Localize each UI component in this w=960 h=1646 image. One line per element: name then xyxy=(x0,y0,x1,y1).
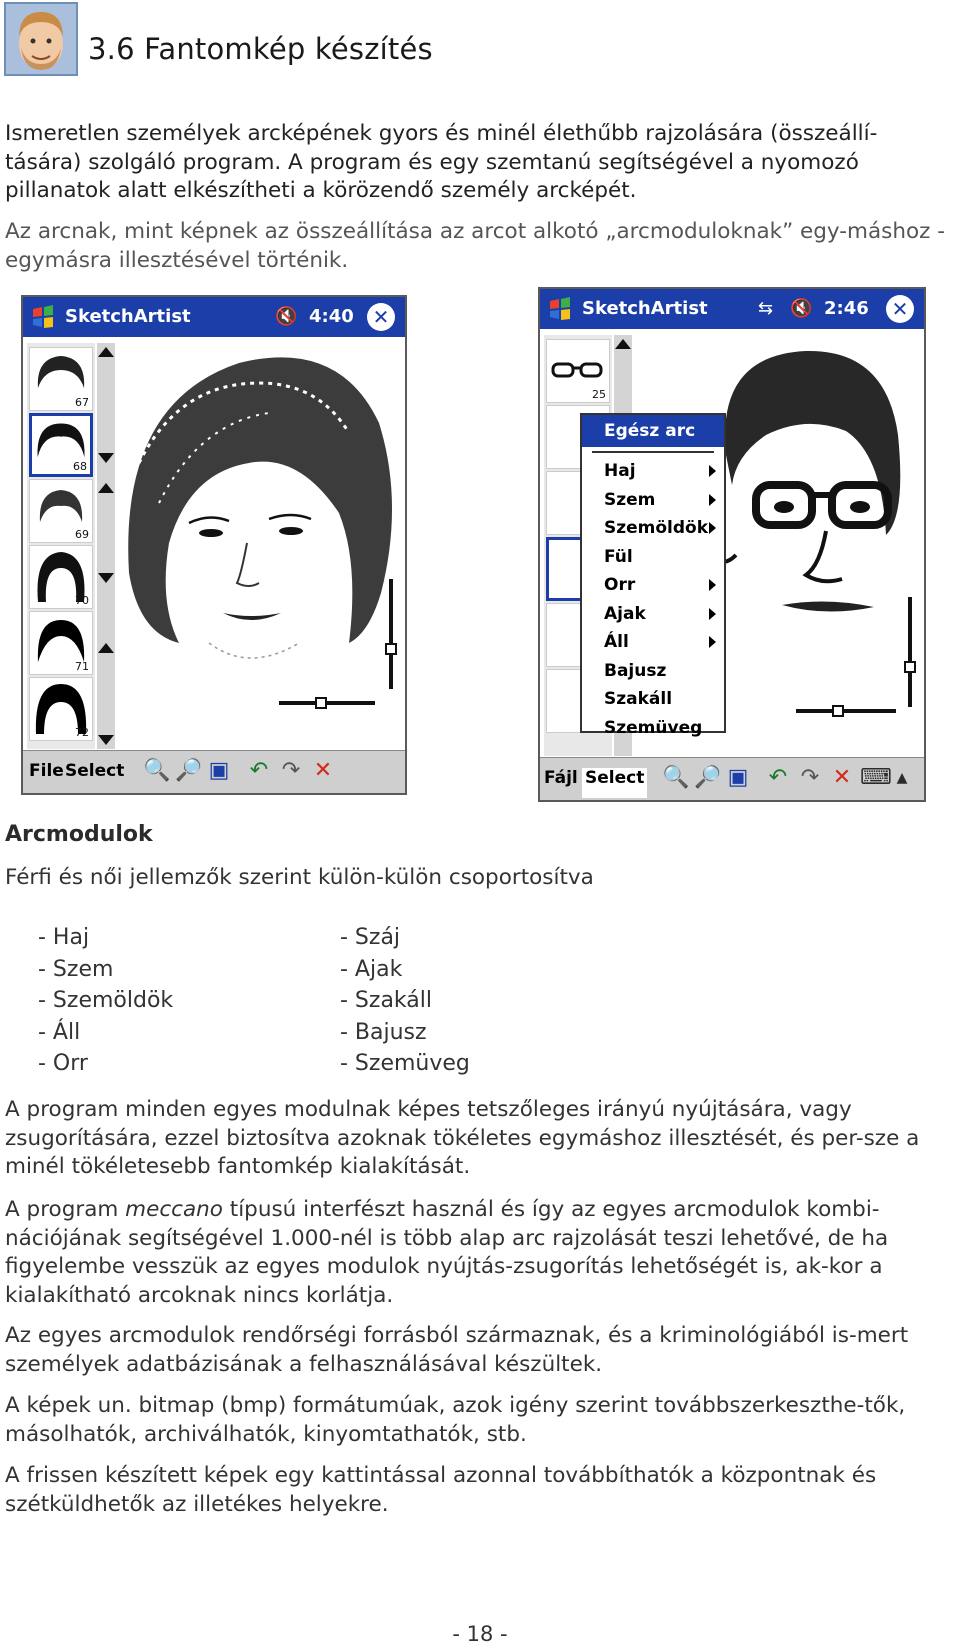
input-panel-arrow-icon[interactable]: ▲ xyxy=(896,770,908,786)
menu-item-all[interactable]: Áll xyxy=(582,632,724,661)
keyboard-icon[interactable]: ⌨ xyxy=(860,765,892,790)
text-run: A program xyxy=(5,1197,126,1222)
menu-select-active[interactable]: Select xyxy=(582,768,647,798)
horizontal-stretch-slider[interactable] xyxy=(796,709,896,713)
scroll-up-icon[interactable] xyxy=(615,339,631,349)
zoom-in-icon[interactable]: 🔍 xyxy=(662,765,690,790)
list-item: - Szemöldök xyxy=(38,988,174,1013)
list-item: - Ajak xyxy=(340,956,403,982)
avatar-icon xyxy=(4,2,78,76)
page-number: - 18 - xyxy=(452,1622,508,1646)
scroll-up-icon[interactable] xyxy=(98,643,114,653)
undo-icon[interactable]: ↶ xyxy=(249,758,269,783)
list-item: - Áll xyxy=(38,1019,81,1045)
thumbnail-item[interactable]: 71 xyxy=(29,611,93,675)
vertical-stretch-slider[interactable] xyxy=(908,597,912,707)
body-paragraph-source: Az egyes arcmodulok rendőrségi forrásból származnak, és a kriminológiából is-mert személyek adatbázisának a felhasználásával készültek. xyxy=(5,1323,909,1377)
close-icon[interactable]: ✕ xyxy=(886,295,914,323)
menu-item-haj[interactable]: Haj xyxy=(582,461,724,490)
app-name: SketchArtist xyxy=(582,298,708,319)
list-item: - Szem xyxy=(38,956,114,982)
scroll-up-icon[interactable] xyxy=(98,483,114,493)
menu-item-ful[interactable]: Fül xyxy=(604,546,633,567)
screenshot-sketchartist-right xyxy=(538,287,926,802)
menu-item-bajusz[interactable]: Bajusz xyxy=(604,660,667,681)
thumbnail-item[interactable]: 72 xyxy=(29,677,93,741)
list-item: - Bajusz xyxy=(340,1019,427,1045)
list-item: - Haj xyxy=(38,925,90,950)
page-title: 3.6 Fantomkép készítés xyxy=(88,32,433,66)
fit-view-icon[interactable]: ▣ xyxy=(208,758,230,783)
menu-item-szakall[interactable]: Szakáll xyxy=(604,689,673,709)
thumbnail-item[interactable]: 25 xyxy=(546,339,610,403)
context-menu-title: Egész arc xyxy=(582,415,724,447)
clock: 4:40 xyxy=(309,306,354,327)
module-list-left xyxy=(38,922,173,1080)
body-paragraph-send: A frissen készített képek egy kattintással azonnal továbbíthatók a központnak és szétküldhetők az illetékes helyekre. xyxy=(5,1463,877,1517)
section-title: Arcmodulok xyxy=(5,822,153,847)
connectivity-icon: ⇆ xyxy=(758,298,774,319)
menu-item-szemuveg[interactable]: Szemüveg xyxy=(604,717,703,738)
menu-item-orr[interactable]: Orr xyxy=(582,575,724,604)
delete-icon[interactable]: ✕ xyxy=(832,765,852,790)
windows-logo-icon xyxy=(29,303,57,331)
vertical-slider-knob[interactable] xyxy=(904,661,916,673)
bottom-toolbar xyxy=(540,757,924,800)
redo-icon[interactable]: ↷ xyxy=(800,765,820,790)
horizontal-stretch-slider[interactable] xyxy=(279,701,375,705)
body-paragraph-meccano xyxy=(5,1196,950,1310)
page-header xyxy=(4,2,904,80)
context-menu xyxy=(580,413,726,738)
zoom-out-icon[interactable]: 🔎 xyxy=(694,765,722,790)
submenu-arrow-icon xyxy=(709,636,716,648)
intro-paragraph-1: Ismeretlen személyek arcképének gyors és minél élethűbb rajzolására (összeállí-tására) szolgáló program. A program és egy szemtanú segítségével a nyomozó pillanatok alatt elkészítheti a körözendő személy arcképét. xyxy=(5,121,878,203)
scroll-down-icon[interactable] xyxy=(98,735,114,745)
submenu-arrow-icon xyxy=(709,465,716,477)
redo-icon[interactable]: ↷ xyxy=(281,758,301,783)
vertical-stretch-slider[interactable] xyxy=(389,579,393,689)
body-paragraph-stretch: A program minden egyes modulnak képes tetszőleges irányú nyújtására, vagy zsugorítására, ezzel biztosítva azoknak tökéletes egymáshoz illesztését, és per-sze a minél tökéletesebb fantomkép kialakítását. xyxy=(5,1097,920,1179)
horizontal-slider-knob[interactable] xyxy=(832,705,844,717)
scroll-up-icon[interactable] xyxy=(98,347,114,357)
thumbnail-item-selected[interactable]: 68 xyxy=(29,413,93,477)
thumbnail-item[interactable]: 70 xyxy=(29,545,93,609)
delete-icon[interactable]: ✕ xyxy=(313,758,333,783)
intro-paragraph-2: Az arcnak, mint képnek az összeállítása az arcot alkotó „arcmoduloknak” egy-máshoz - egymásra illesztésével történik. xyxy=(5,219,946,273)
title-bar xyxy=(540,289,924,329)
list-item: - Szemüveg xyxy=(340,1051,470,1076)
speaker-muted-icon: 🔇 xyxy=(790,298,813,319)
submenu-arrow-icon xyxy=(709,522,716,534)
menu-item-szem[interactable]: Szem xyxy=(582,490,724,519)
menu-file[interactable]: File xyxy=(29,761,64,781)
menu-divider xyxy=(592,451,714,453)
module-list-right xyxy=(340,922,470,1080)
menu-file[interactable]: Fájl xyxy=(544,768,578,788)
bottom-toolbar xyxy=(23,750,405,793)
menu-item-szemoldok[interactable]: Szemöldök xyxy=(582,518,724,547)
submenu-arrow-icon xyxy=(709,608,716,620)
scroll-down-icon[interactable] xyxy=(98,573,114,583)
thumbnail-item[interactable]: 67 xyxy=(29,347,93,411)
sketch-canvas-female-face[interactable] xyxy=(119,343,401,749)
list-item: - Szakáll xyxy=(340,988,432,1013)
fit-view-icon[interactable]: ▣ xyxy=(727,765,749,790)
list-item: - Száj xyxy=(340,925,401,950)
list-item: - Orr xyxy=(38,1051,88,1076)
modules-subtitle: Férfi és női jellemzők szerint külön-külön csoportosítva xyxy=(5,865,594,890)
windows-logo-icon xyxy=(546,295,574,323)
close-icon[interactable]: ✕ xyxy=(367,303,395,331)
zoom-out-icon[interactable]: 🔎 xyxy=(175,758,203,783)
vertical-slider-knob[interactable] xyxy=(385,643,397,655)
undo-icon[interactable]: ↶ xyxy=(768,765,788,790)
clock: 2:46 xyxy=(824,298,869,319)
hair-thumbnail-list xyxy=(27,343,95,749)
zoom-in-icon[interactable]: 🔍 xyxy=(143,758,171,783)
submenu-arrow-icon xyxy=(709,579,716,591)
horizontal-slider-knob[interactable] xyxy=(315,697,327,709)
vertical-scrollbar[interactable] xyxy=(97,343,115,749)
body-paragraph-format: A képek un. bitmap (bmp) formátumúak, azok igény szerint továbbszerkeszthe-tők, másolhatók, archiválhatók, kinyomtathatók, stb. xyxy=(5,1393,906,1447)
scroll-down-icon[interactable] xyxy=(98,453,114,463)
menu-select[interactable]: Select xyxy=(65,761,125,781)
emphasis-meccano: meccano xyxy=(125,1197,223,1222)
text-run: típusú interfészt használ és így az egyes arcmodulok kombi-nációjának segítségével 1.000-nél is több alap arc rajzolását teszi lehetővé, de ha figyelembe vesszük az egyes modulok nyújtás-zsugorítás lehetőségét is, ak-kor a kialakítható arcoknak nincs korlátja. xyxy=(5,1197,889,1308)
title-bar xyxy=(23,297,405,337)
submenu-arrow-icon xyxy=(709,494,716,506)
thumbnail-item[interactable]: 69 xyxy=(29,479,93,543)
speaker-muted-icon: 🔇 xyxy=(275,306,298,327)
screenshot-sketchartist-left xyxy=(21,295,407,795)
menu-item-ajak[interactable]: Ajak xyxy=(582,604,724,633)
app-name: SketchArtist xyxy=(65,306,191,327)
